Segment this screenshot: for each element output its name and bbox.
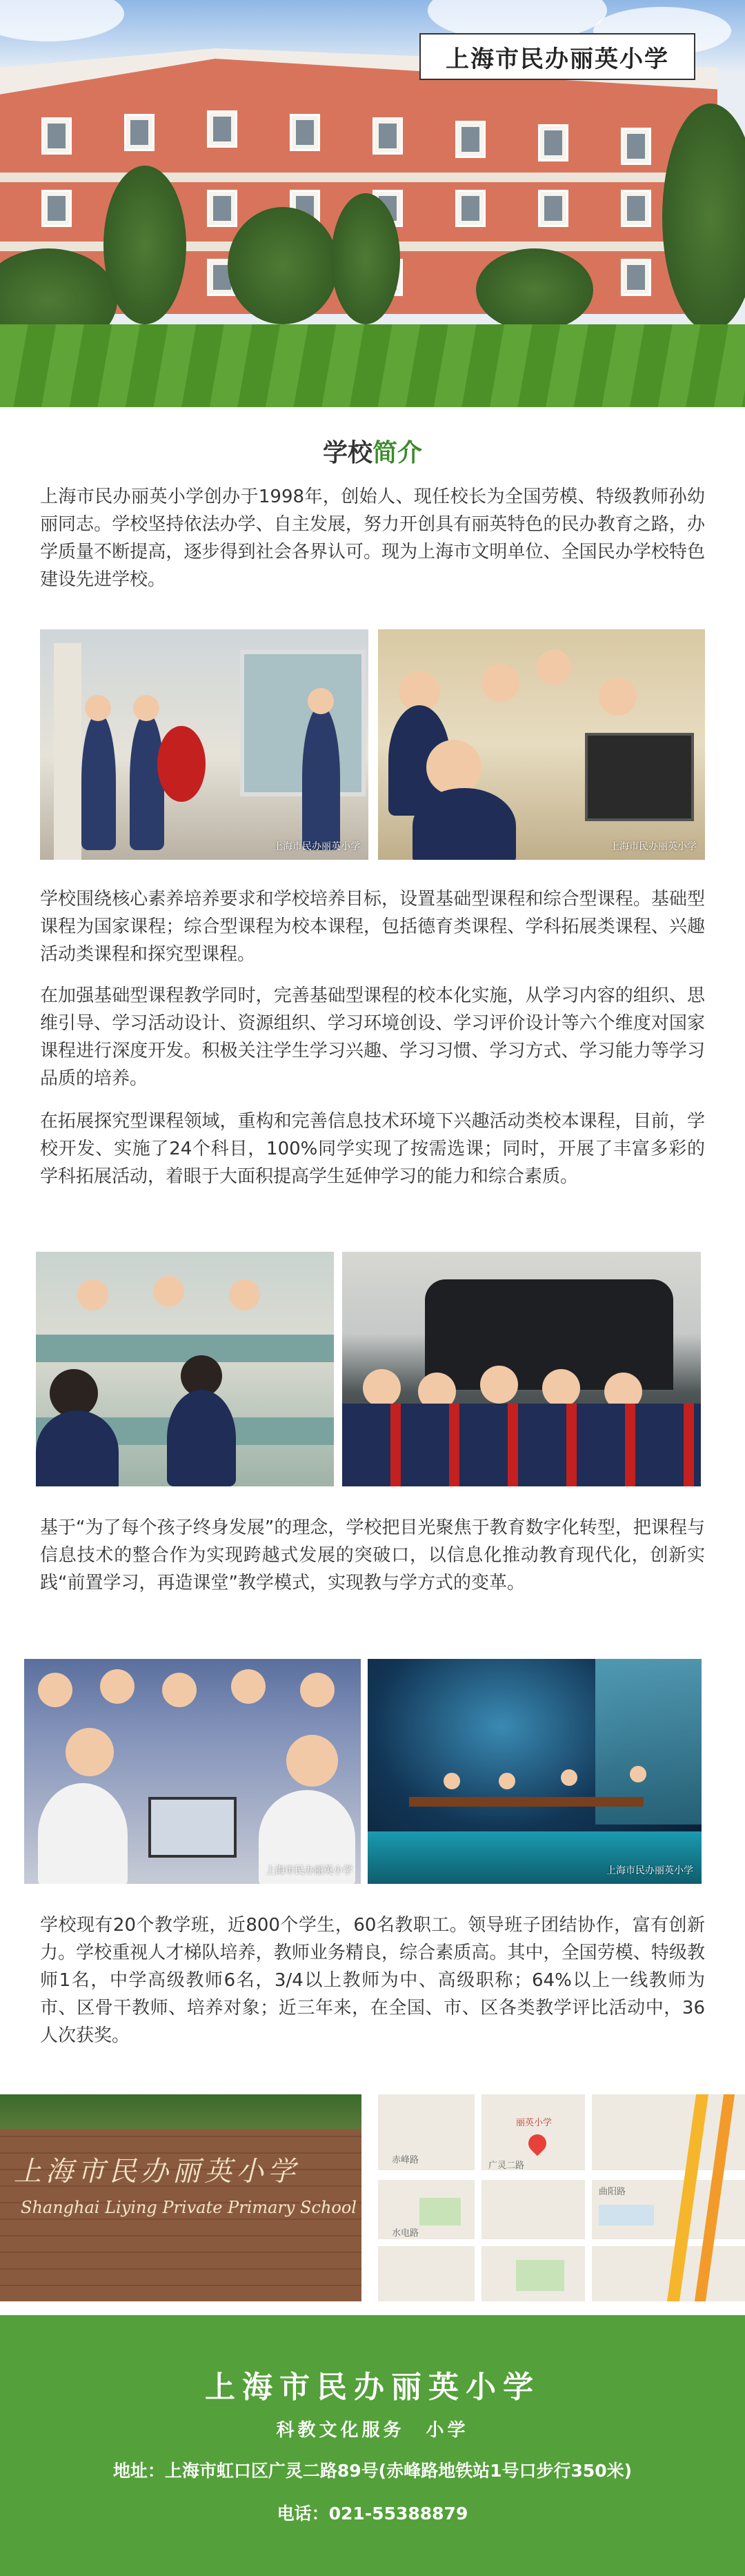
student xyxy=(130,712,164,850)
tree xyxy=(476,248,593,331)
student-head xyxy=(38,1673,72,1707)
footer-address: 地址：上海市虹口区广灵二路89号(赤峰路地铁站1号口步行350米) xyxy=(112,2461,633,2481)
photo-stage-performance xyxy=(368,1659,702,1884)
tree xyxy=(331,193,400,324)
window xyxy=(621,259,651,296)
photo-classroom-writing xyxy=(36,1252,334,1486)
window xyxy=(207,190,237,227)
map-label: 水电路 xyxy=(392,2228,419,2239)
student-head xyxy=(308,688,334,714)
student-head xyxy=(77,1279,108,1310)
map-park xyxy=(419,2198,461,2225)
student-head xyxy=(286,1735,338,1787)
window xyxy=(621,190,651,227)
map-label: 丽英小学 xyxy=(516,2118,553,2128)
student-head xyxy=(542,1369,580,1407)
philosophy-paragraph: 基于“为了每个孩子终身发展”的理念，学校把目光聚焦于教育数字化转型，把课程与信息技术的整合作为实现跨越式发展的突破口，以信息化推动教育现代化，创新实践“前置学习，再造课堂”教学模式，实现教与学方式的变革。 xyxy=(40,1517,705,1593)
student-head xyxy=(426,740,481,795)
student xyxy=(38,1783,128,1884)
student xyxy=(36,1410,119,1486)
window xyxy=(290,114,320,151)
photo-students-saluting xyxy=(40,629,368,860)
student-head xyxy=(229,1279,260,1310)
student-head xyxy=(537,650,571,685)
intro-paragraph: 上海市民办丽英小学创办于1998年，创始人、现任校长为全国劳模、特级教师孙幼丽同志。学校坚持依法办学、自主发展，努力开创具有丽英特色的民办教育之路，办学质量不断提高，逐步得到社会各界认可。现为上海市文明单位、全国民办学校特色建设先进学校。 xyxy=(40,486,705,590)
student-head xyxy=(100,1669,135,1704)
section-title-highlight: 简介 xyxy=(372,439,423,467)
map-thumbnail[interactable] xyxy=(378,2094,745,2301)
lawn xyxy=(0,324,745,407)
photo-watermark: 上海市民办丽英小学 xyxy=(273,841,360,852)
map-park xyxy=(516,2260,564,2291)
student-head xyxy=(85,695,111,721)
section-title xyxy=(0,433,745,469)
performer-head xyxy=(561,1769,577,1786)
footer xyxy=(0,2315,745,2576)
staff-paragraph: 学校现有20个教学班，近800个学生，60名教职工。领导班子团结协作，富有创新力。学校重视人才梯队培养，教师业务精良，综合素质高。其中，全国劳模、特级教师1名，中学高级教师6名，3/4以上教师为中、高级职称；64%以上一线教师为市、区骨干教师、培养对象；近三年来，在全国、市、区各类教学评比活动中，36人次获奖。 xyxy=(40,1915,705,2046)
tree xyxy=(103,166,186,324)
window xyxy=(455,190,486,227)
window xyxy=(538,124,568,161)
student xyxy=(167,1390,236,1486)
student-head xyxy=(599,678,637,716)
red-flag xyxy=(157,726,206,802)
curriculum-paragraph-1: 学校围绕核心素养培养要求和学校培养目标，设置基础型课程和综合型课程。基础型课程为国家课程；综合型课程为校本课程，包括德育类课程、学科拓展类课程、兴趣活动类课程和探究型课程。 xyxy=(40,889,705,965)
photo-tablet-class xyxy=(24,1659,361,1884)
student-head xyxy=(133,695,159,721)
performer-head xyxy=(444,1773,460,1789)
map-road xyxy=(585,2094,592,2301)
computer-monitor xyxy=(585,733,694,821)
student-head xyxy=(153,1276,184,1307)
performer-head xyxy=(630,1766,646,1782)
map-pin-icon xyxy=(525,2131,550,2156)
cloud xyxy=(0,0,124,41)
map-road xyxy=(378,2239,745,2246)
performer-head xyxy=(499,1773,515,1789)
window xyxy=(538,190,568,227)
student xyxy=(413,788,516,860)
building-band xyxy=(0,173,717,182)
window xyxy=(621,128,651,165)
window xyxy=(455,121,486,158)
photo-school-sign xyxy=(0,2094,361,2301)
window xyxy=(41,190,72,227)
desk-row xyxy=(36,1335,334,1362)
sign-chinese-text: 上海市民办丽英小学 xyxy=(14,2156,299,2187)
footer-phone[interactable]: 电话：021-55388879 xyxy=(277,2504,468,2524)
sign-english-text: Shanghai Liying Private Primary School xyxy=(21,2198,357,2217)
student-head xyxy=(162,1673,197,1707)
curriculum-paragraph-2: 在加强基础型课程教学同时，完善基础型课程的校本化实施，从学习内容的组织、思维引导、学习活动设计、资源组织、学习环境创设、学习评价设计等六个维度对国家课程进行深度开发。积极关注学生学习兴趣、学习习惯、学习方式、学习能力等学习品质的培养。 xyxy=(40,985,705,1089)
student-head xyxy=(231,1669,266,1704)
student xyxy=(302,705,340,850)
photo-watermark: 上海市民办丽英小学 xyxy=(606,1865,693,1876)
pillar xyxy=(54,643,81,860)
curriculum-paragraph-3: 在拓展探究型课程领域，重构和完善信息技术环境下兴趣活动类校本课程，目前，学校开发、实施了24个科目，100%同学实现了按需选课；同时，开展了丰富多彩的学科拓展活动，着眼于大面积提高学生延伸学习的能力和综合素质。 xyxy=(40,1111,705,1187)
tablet xyxy=(148,1797,237,1858)
window xyxy=(372,117,403,155)
students-uniforms xyxy=(342,1404,701,1486)
guzheng-row xyxy=(409,1797,644,1807)
tree xyxy=(228,207,338,324)
map-label: 曲阳路 xyxy=(599,2187,626,2197)
footer-school-name: 上海市民办丽英小学 xyxy=(205,2370,540,2405)
map-road xyxy=(475,2094,481,2301)
foliage xyxy=(0,2094,361,2129)
footer-subtitle: 科教文化服务 小学 xyxy=(276,2420,469,2441)
map-label: 广灵二路 xyxy=(488,2161,525,2171)
photo-watermark: 上海市民办丽英小学 xyxy=(610,841,697,852)
map-label: 赤峰路 xyxy=(392,2155,419,2165)
window xyxy=(124,114,155,151)
student-head xyxy=(481,664,519,702)
photo-students-train xyxy=(342,1252,701,1486)
section-title-prefix: 学校 xyxy=(322,439,372,467)
student-head xyxy=(300,1673,335,1707)
student-head xyxy=(480,1366,518,1404)
photo-watermark: 上海市民办丽英小学 xyxy=(266,1865,352,1876)
window xyxy=(41,117,72,155)
school-name-badge: 上海市民办丽英小学 xyxy=(419,33,695,80)
student-head xyxy=(363,1369,401,1407)
map-block xyxy=(599,2205,654,2225)
window xyxy=(207,110,237,148)
photo-computer-class xyxy=(378,629,705,860)
student-head xyxy=(66,1728,114,1776)
student xyxy=(81,712,116,850)
